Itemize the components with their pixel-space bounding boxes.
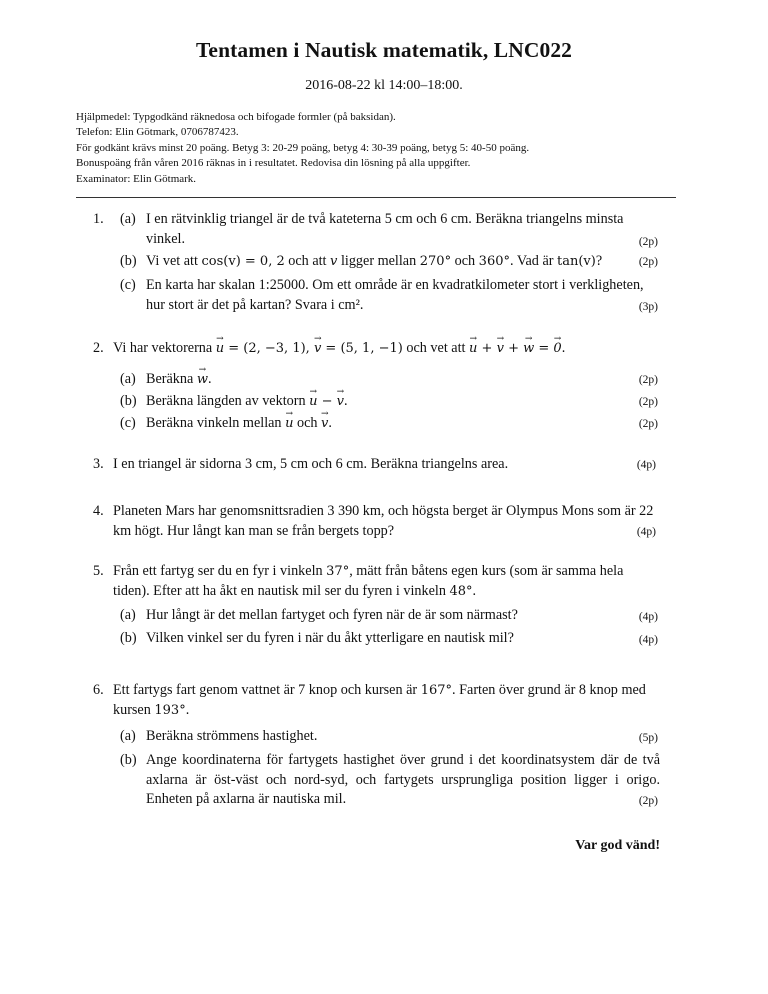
subquestion-label: (c) (120, 277, 136, 293)
points: (4p) (638, 611, 658, 623)
points: (2p) (638, 256, 658, 268)
question-number: 4. (93, 503, 104, 519)
points: (2p) (638, 374, 658, 386)
points: (4p) (636, 459, 656, 471)
exam-title: Tentamen i Nautisk matematik, LNC022 (195, 38, 573, 62)
points: (4p) (636, 526, 656, 538)
subquestion-label: (a) (120, 607, 136, 623)
points: (3p) (638, 301, 658, 313)
points: (2p) (638, 236, 658, 248)
subquestion-text: Ange koordinaterna för fartygets hastighet över grund i det koordinatsystem där de två axlarna är öst-väst och nord-syd, och fartygets ursprungliga position ligger i origo. Enheten på axlarna är nautiska mil. (146, 752, 660, 807)
subquestion-text: Beräkna strömmens hastighet. (146, 728, 318, 744)
points: (5p) (638, 732, 658, 744)
info-examiner: Examinator: Elin Götmark. (76, 172, 197, 185)
question-number: 3. (93, 456, 104, 472)
question-text: Planeten Mars har genomsnittsradien 3 390 km, och högsta berget är Olympus Mons som är 22 km högt. Hur långt kan man se från bergets topp? (113, 503, 654, 539)
question-number: 6. (93, 682, 104, 698)
question-number: 5. (93, 563, 104, 579)
info-phone: Telefon: Elin Götmark, 0706787423. (76, 126, 239, 139)
subquestion-label: (a) (120, 371, 136, 387)
subquestion-text: En karta har skalan 1:25000. Om ett område är en kvadratkilometer stort i verkligheten, hur stort är det på kartan? Svara i cm². (146, 277, 644, 313)
points: (2p) (638, 418, 658, 430)
subquestion-text: Vilken vinkel ser du fyren i när du åkt ytterligare en nautisk mil? (146, 630, 514, 646)
subquestion-text: Beräkna längden av vektorn u → − v →. (146, 392, 616, 412)
subquestion-label: (b) (120, 253, 137, 269)
subquestion-text: Beräkna w →. (146, 370, 616, 390)
points: (4p) (638, 634, 658, 646)
subquestion-text: Vi vet att cos(v) = 0, 2 och att v ligger mellan 270° och 360°. Vad är tan(v)? (146, 253, 603, 269)
info-aids: Hjälpmedel: Typgodkänd räknedosa och bifogade formler (på baksidan). (76, 111, 396, 123)
info-grading: För godkänt krävs minst 20 poäng. Betyg 3: 20-29 poäng, betyg 4: 30-39 poäng, betyg 5: 40-50 poäng. (76, 141, 530, 154)
points: (2p) (638, 396, 658, 408)
question-number: 2. (93, 340, 104, 356)
subquestion-label: (b) (120, 752, 137, 768)
points: (2p) (638, 795, 658, 807)
question-text: Vi har vektorerna u → = (2, −3, 1), v → = (5, 1, −1) och vet att u → + v → + w → = 0 →. (113, 339, 661, 359)
exam-info (76, 110, 529, 187)
subquestion-label: (a) (120, 728, 136, 744)
turn-page-note: Var god vänd! (575, 838, 660, 853)
subquestion-label: (b) (120, 630, 137, 646)
subquestion-text: Beräkna vinkeln mellan u → och v →. (146, 414, 616, 434)
question-text: Från ett fartyg ser du en fyr i vinkeln 37°, mätt från båtens egen kurs (som är samma hela tiden). Efter att ha åkt en nautisk mil ser du fyren i vinkeln 48°. (113, 563, 624, 599)
subquestion-label: (a) (120, 211, 136, 227)
question-text: I en triangel är sidorna 3 cm, 5 cm och 6 cm. Beräkna triangelns area. (113, 456, 509, 472)
question-text: Ett fartygs fart genom vattnet är 7 knop och kursen är 167°. Farten över grund är 8 knop med kursen 193°. (113, 682, 646, 718)
exam-date: 2016-08-22 kl 14:00–18:00. (305, 78, 463, 93)
question-number: 1. (93, 211, 104, 227)
subquestion-text: Hur långt är det mellan fartyget och fyren när de är som närmast? (146, 607, 518, 623)
subquestion-label: (b) (120, 393, 137, 409)
divider (76, 197, 676, 198)
subquestion-label: (c) (120, 415, 136, 431)
subquestion-text: I en rätvinklig triangel är de två kateterna 5 cm och 6 cm. Beräkna triangelns minsta vinkel. (146, 211, 624, 247)
info-bonus: Bonuspoäng från våren 2016 räknas in i resultatet. Redovisa din lösning på alla uppgifter. (76, 157, 471, 170)
